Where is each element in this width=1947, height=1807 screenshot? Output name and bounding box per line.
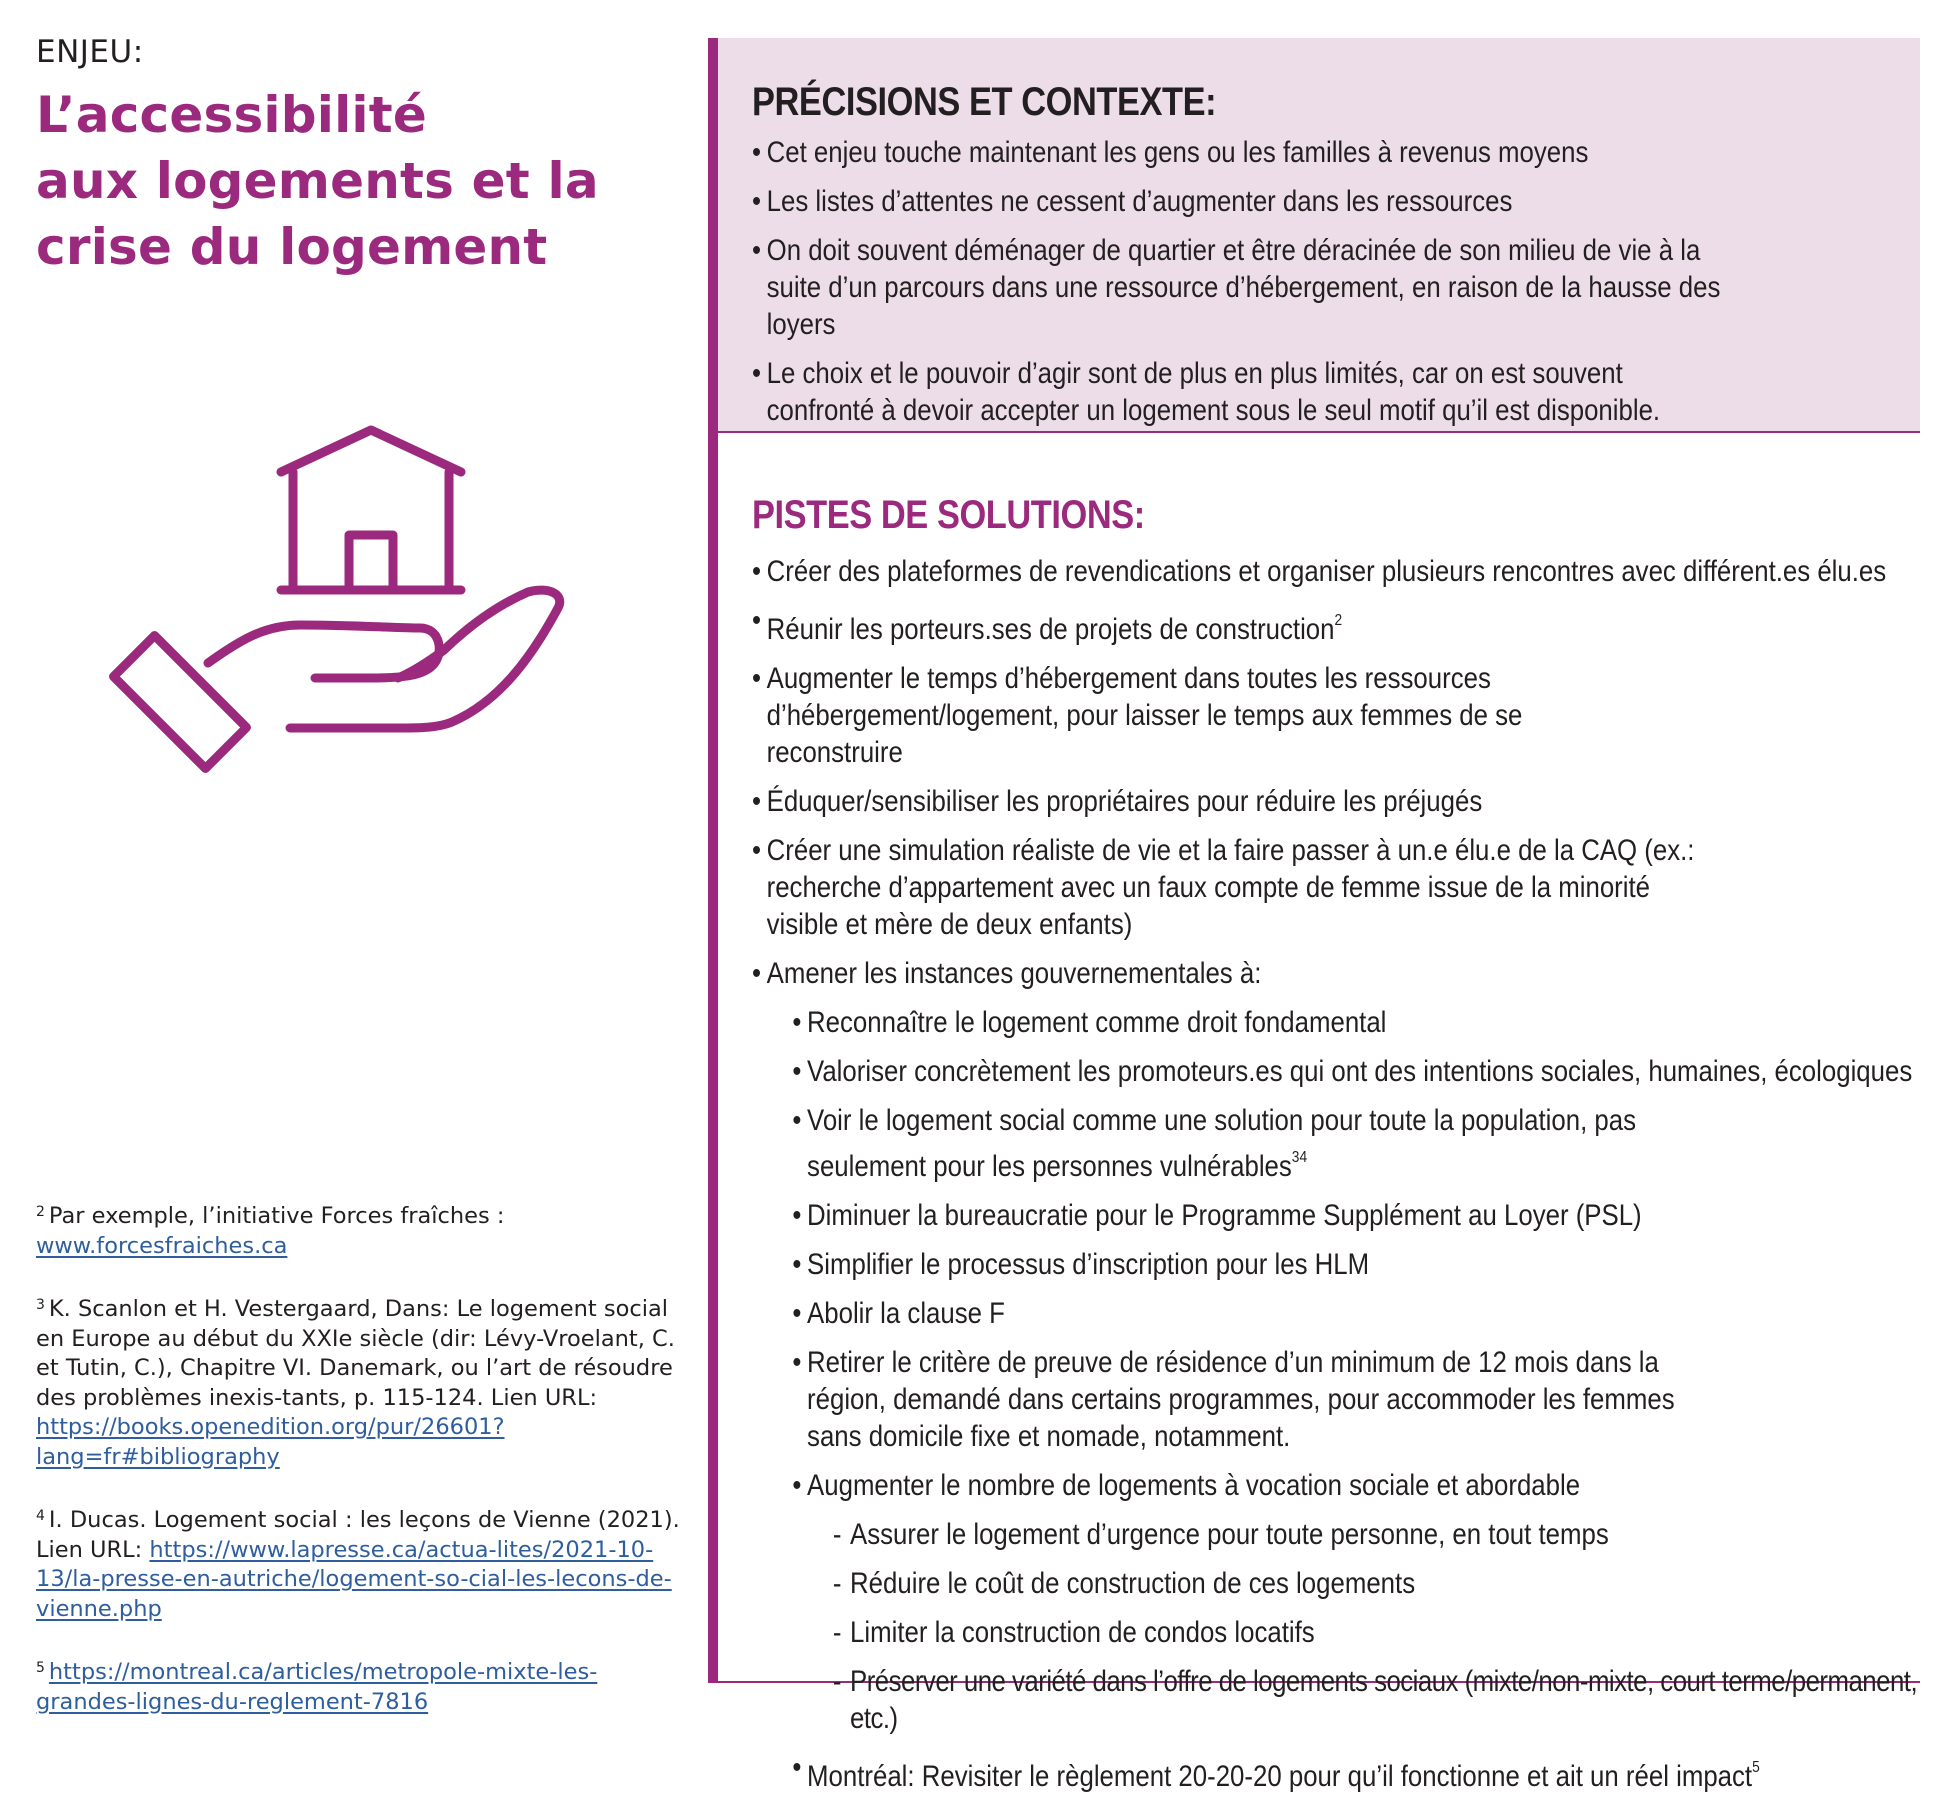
left-column bbox=[36, 32, 696, 280]
government-action-text: Voir le logement social comme une solution pour toute la population, pas seulement pour les personnes vulnérables bbox=[807, 1104, 1637, 1183]
context-content bbox=[752, 78, 1947, 441]
hand-holding-house-icon bbox=[140, 420, 580, 810]
page-title bbox=[36, 82, 696, 280]
footnote-ref: 34 bbox=[1291, 1149, 1308, 1166]
context-item: • Les listes d’attentes ne cessent d’augmenter dans les ressources bbox=[752, 183, 1947, 220]
government-action: • Retirer le critère de preuve de résidence d’un minimum de 12 mois dans la région, demandé dans certains programmes, pour accommoder les femmes sans domicile fixe et nomade, notamment. bbox=[792, 1344, 1712, 1455]
footnote-number: 2 bbox=[36, 1204, 45, 1220]
footnotes bbox=[36, 1198, 696, 1747]
footnote-text: K. Scanlon et H. Vestergaard, Dans: Le logement social en Europe au début du XXIe siècle (dir: Lévy-Vroelant, C. et Tutin, C.), Chapitre VI. Danemark, ou l’art de résoudre des problèmes inexis-tants, p. 115-124. Lien URL: bbox=[36, 1296, 675, 1411]
footnote-4 bbox=[36, 1502, 696, 1624]
solution-item: • Éduquer/sensibiliser les propriétaires pour réduire les préjugés bbox=[752, 783, 1947, 820]
solution-text: Amener les instances gouvernementales à: bbox=[766, 957, 1262, 990]
footnote-ref: 5 bbox=[1752, 1759, 1760, 1776]
title-line-2: aux logements et la bbox=[36, 152, 599, 210]
footnote-number: 4 bbox=[36, 1508, 45, 1524]
context-item: • Le choix et le pouvoir d’agir sont de plus en plus limités, car on est souvent confronté à devoir accepter un logement sous le seul motif qu’il est disponible. bbox=[752, 355, 1732, 429]
solution-item bbox=[752, 955, 1947, 1795]
government-action: • Valoriser concrètement les promoteurs.es qui ont des intentions sociales, humaines, écologiques bbox=[792, 1053, 1947, 1090]
issue-label: ENJEU: bbox=[36, 34, 144, 70]
footnote-number: 5 bbox=[36, 1660, 45, 1676]
context-list bbox=[752, 134, 1947, 429]
solutions-panel bbox=[708, 431, 1920, 1793]
government-action: • Abolir la clause F bbox=[792, 1295, 1947, 1332]
footnote-number: 3 bbox=[36, 1297, 45, 1313]
solutions-heading: PISTES DE SOLUTIONS: bbox=[752, 493, 1145, 537]
context-panel bbox=[708, 38, 1920, 431]
solution-text: Réunir les porteurs.ses de projets de construction bbox=[766, 613, 1335, 646]
title-line-1: L’accessibilité bbox=[36, 86, 427, 144]
footnote-ref: 2 bbox=[1334, 612, 1343, 629]
solutions-list bbox=[752, 553, 1947, 1795]
house-roof bbox=[281, 430, 461, 472]
footnote-text: I. Ducas. Logement social : les leçons de Vienne (2021). Lien URL: bbox=[36, 1507, 680, 1563]
solution-item: • Créer une simulation réaliste de vie et la faire passer à un.e élu.e de la CAQ (ex.: recherche d’appartement avec un faux compte de femme issue de la minorité visible et mère de deux enfants) bbox=[752, 832, 1707, 943]
government-action bbox=[792, 1749, 1947, 1795]
housing-measure: - Assurer le logement d’urgence pour toute personne, en tout temps bbox=[833, 1516, 1947, 1553]
government-action bbox=[792, 1102, 1704, 1185]
footnote-link[interactable]: https://books.openedition.org/pur/26601?lang=fr#bibliography bbox=[36, 1414, 505, 1470]
housing-measures-list bbox=[833, 1516, 1947, 1737]
solution-item: • Augmenter le temps d’hébergement dans toutes les ressources d’hébergement/logement, pour laisser le temps aux femmes de se reconstruire bbox=[752, 660, 1612, 771]
government-action: • Diminuer la bureaucratie pour le Programme Supplément au Loyer (PSL) bbox=[792, 1197, 1947, 1234]
context-item: • On doit souvent déménager de quartier et être déracinée de son milieu de vie à la suite d’un parcours dans une ressource d’hébergement, en raison de la hausse des loyers bbox=[752, 232, 1732, 343]
footnote-link[interactable]: https://montreal.ca/articles/metropole-mixte-les-grandes-lignes-du-reglement-7816 bbox=[36, 1659, 598, 1715]
government-action-text: Augmenter le nombre de logements à vocation sociale et abordable bbox=[807, 1469, 1581, 1502]
solution-item: • Créer des plateformes de revendications et organiser plusieurs rencontres avec différent.es élu.es bbox=[752, 553, 1947, 590]
footnote-link[interactable]: www.forcesfraiches.ca bbox=[36, 1232, 288, 1259]
footnote-text: Par exemple, l’initiative Forces fraîches : bbox=[48, 1203, 505, 1229]
house-door bbox=[349, 535, 393, 590]
housing-measure: - Préserver une variété dans l’offre de logements sociaux (mixte/non-mixte, court terme/permanent, etc.) bbox=[833, 1663, 1947, 1737]
government-action bbox=[792, 1467, 1947, 1737]
title-line-3: crise du logement bbox=[36, 218, 548, 276]
housing-measure: - Réduire le coût de construction de ces logements bbox=[833, 1565, 1947, 1602]
solutions-content bbox=[752, 491, 1947, 1807]
footnote-2 bbox=[36, 1198, 696, 1261]
government-action: • Simplifier le processus d’inscription pour les HLM bbox=[792, 1246, 1947, 1283]
footnote-3 bbox=[36, 1291, 696, 1472]
context-item: • Cet enjeu touche maintenant les gens ou les familles à revenus moyens bbox=[752, 134, 1947, 171]
government-action: • Reconnaître le logement comme droit fondamental bbox=[792, 1004, 1947, 1041]
context-heading: PRÉCISIONS ET CONTEXTE: bbox=[752, 80, 1217, 124]
footnote-5 bbox=[36, 1654, 696, 1717]
solution-item bbox=[752, 602, 1947, 648]
government-action-text: Montréal: Revisiter le règlement 20-20-20 pour qu’il fonctionne et ait un réel impact bbox=[807, 1760, 1753, 1793]
government-actions-list bbox=[792, 1004, 1947, 1795]
hand-palm bbox=[208, 590, 560, 728]
housing-measure: - Limiter la construction de condos locatifs bbox=[833, 1614, 1947, 1651]
footnote-link[interactable]: https://www.lapresse.ca/actua-lites/2021-10-13/la-presse-en-autriche/logement-so-cial-les-lecons-de-vienne.php bbox=[36, 1536, 672, 1622]
